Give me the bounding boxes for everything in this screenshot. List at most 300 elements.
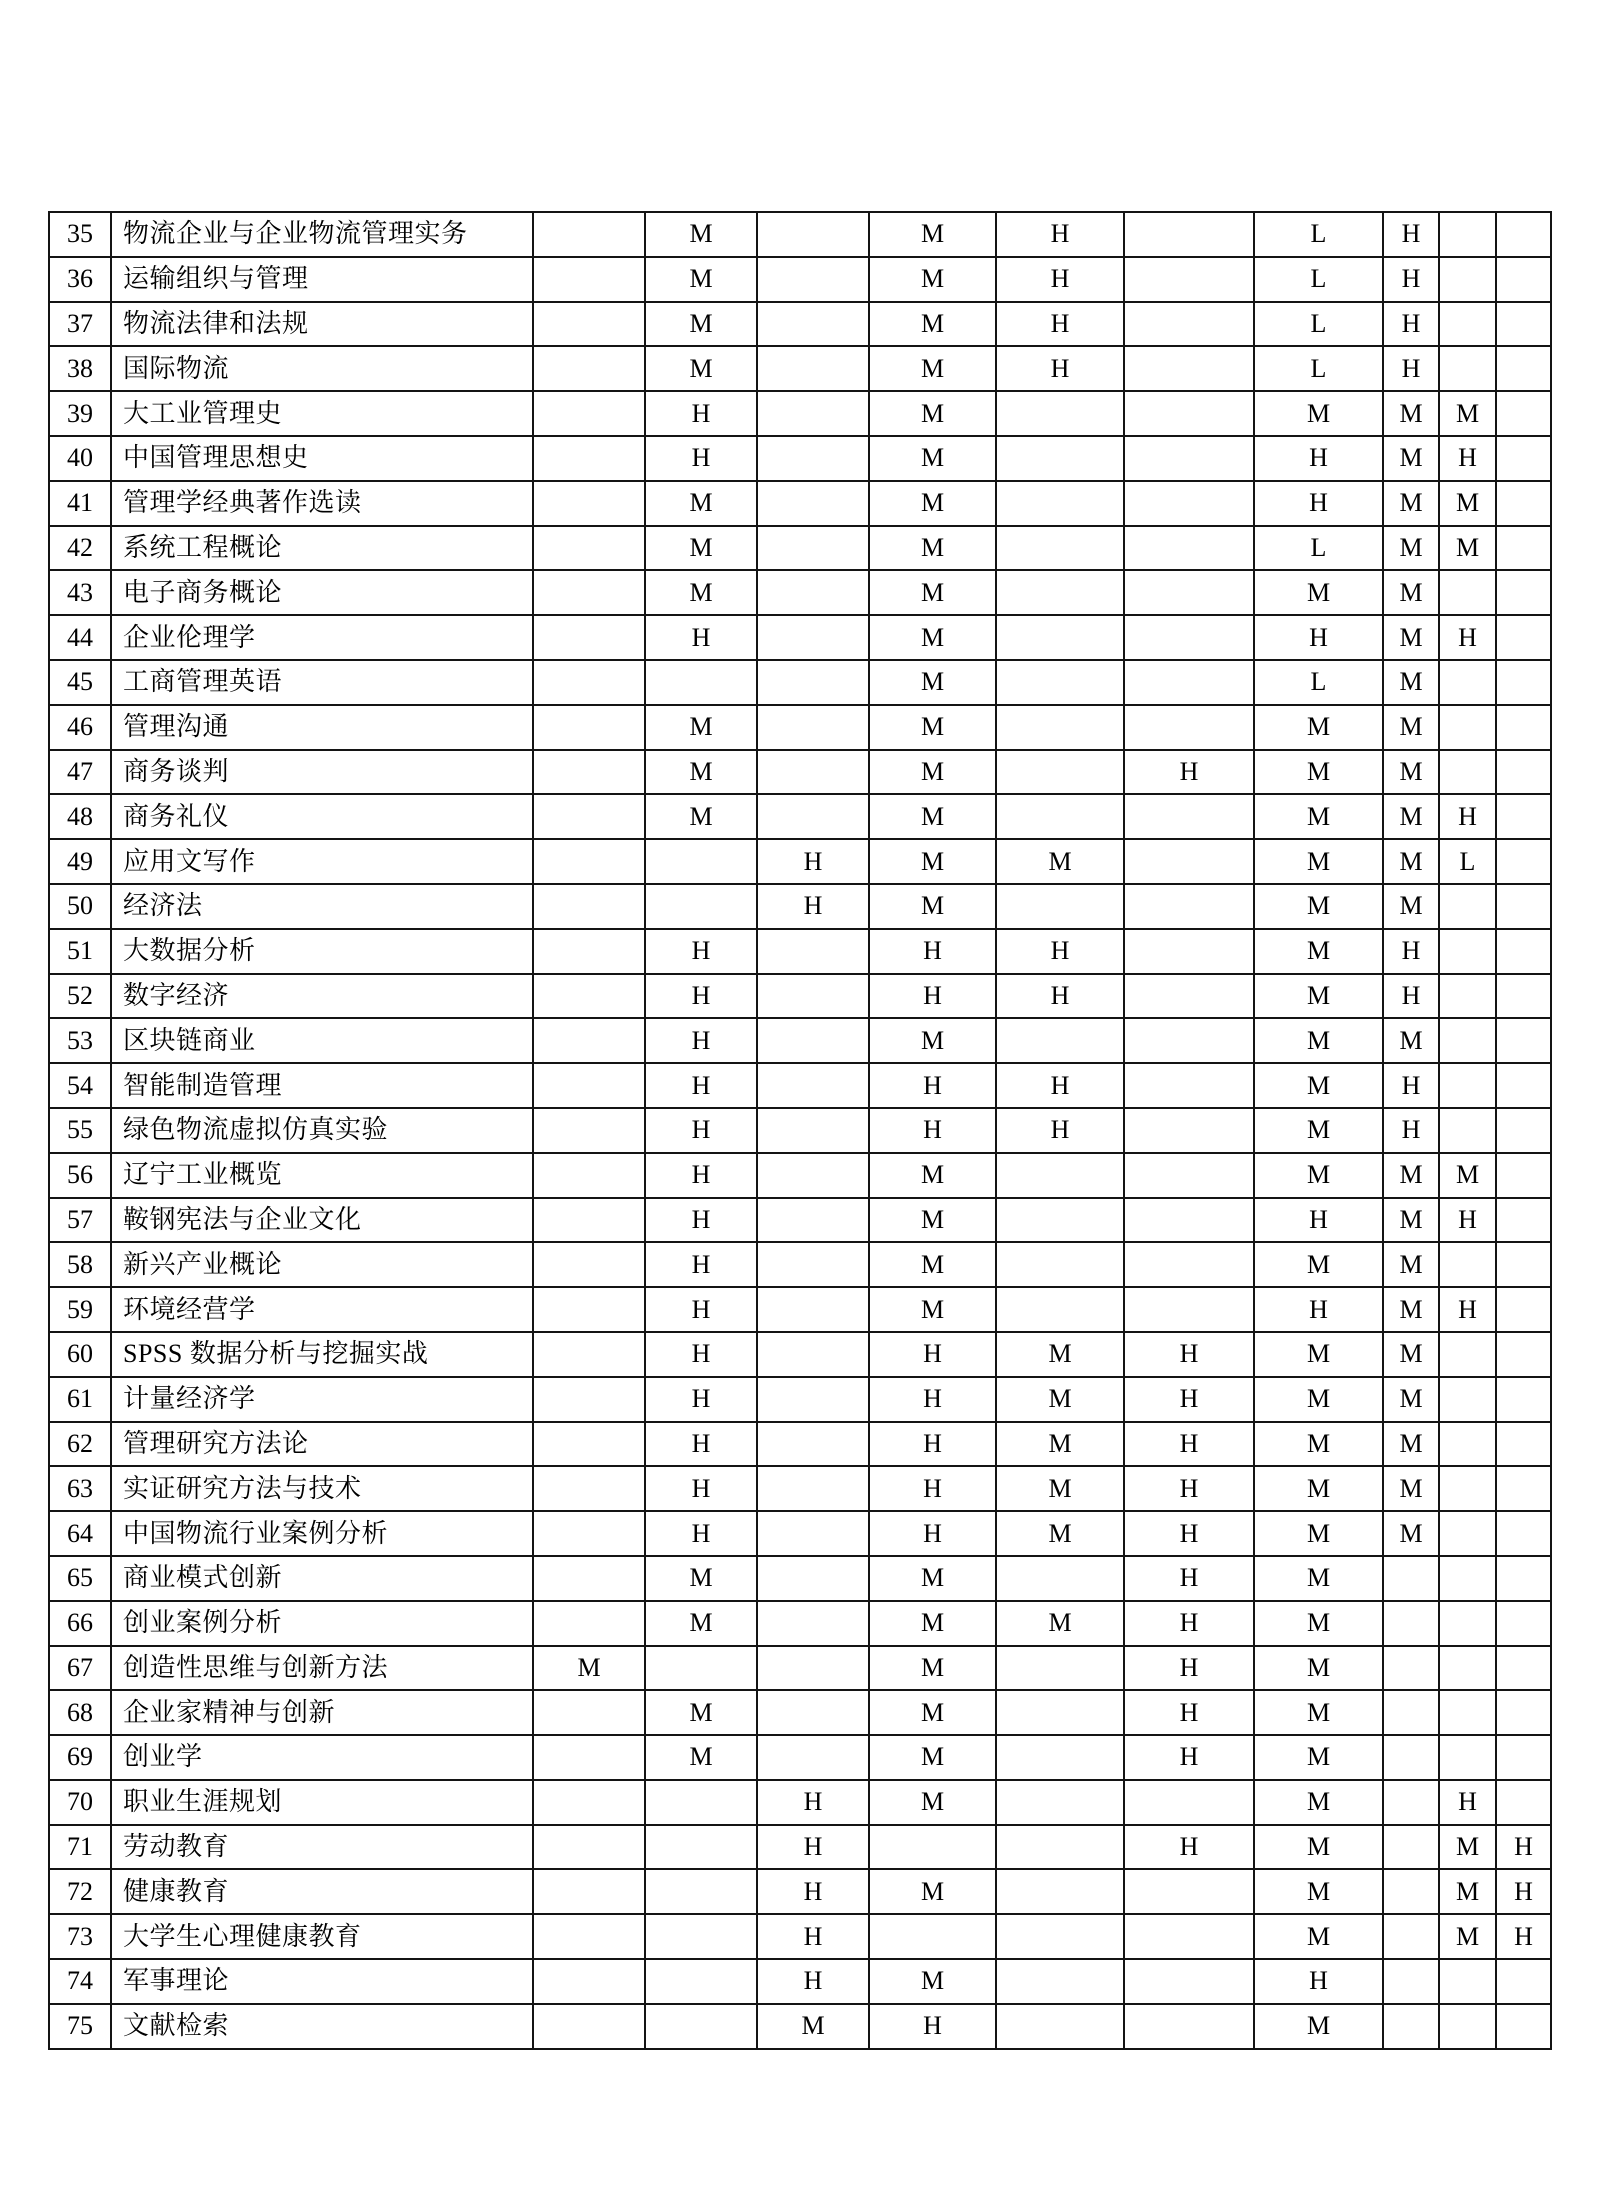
matrix-value-cell: L [1254, 257, 1383, 302]
matrix-value-cell: H [645, 1153, 757, 1198]
course-name-cell: 环境经营学 [111, 1287, 533, 1332]
matrix-value-cell: H [1124, 1556, 1254, 1601]
matrix-value-cell: H [1496, 1869, 1551, 1914]
matrix-value-cell: M [869, 1735, 996, 1780]
matrix-value-cell [1383, 2004, 1439, 2049]
matrix-value-cell [1439, 929, 1496, 974]
row-number-cell: 51 [49, 929, 111, 974]
matrix-value-cell: H [1124, 1601, 1254, 1646]
matrix-value-cell: H [1439, 615, 1496, 660]
matrix-value-cell: H [757, 1825, 869, 1870]
matrix-value-cell [533, 1959, 645, 2004]
matrix-value-cell: M [1254, 1556, 1383, 1601]
matrix-value-cell: L [1254, 302, 1383, 347]
row-number-cell: 75 [49, 2004, 111, 2049]
matrix-value-cell: M [645, 570, 757, 615]
matrix-value-cell [757, 1511, 869, 1556]
course-name-cell: 系统工程概论 [111, 526, 533, 571]
table-row [49, 346, 1551, 391]
row-number-cell: 74 [49, 1959, 111, 2004]
matrix-value-cell [1439, 212, 1496, 257]
matrix-value-cell: M [1383, 660, 1439, 705]
matrix-value-cell [533, 1242, 645, 1287]
course-name-cell: 绿色物流虚拟仿真实验 [111, 1108, 533, 1153]
matrix-value-cell [996, 1690, 1124, 1735]
matrix-value-cell [1124, 391, 1254, 436]
matrix-value-cell [1124, 346, 1254, 391]
matrix-value-cell [757, 1242, 869, 1287]
matrix-value-cell [533, 391, 645, 436]
matrix-value-cell: M [757, 2004, 869, 2049]
row-number-cell: 45 [49, 660, 111, 705]
matrix-value-cell: H [645, 1018, 757, 1063]
matrix-value-cell: M [1383, 526, 1439, 571]
table-row [49, 391, 1551, 436]
matrix-value-cell: M [869, 302, 996, 347]
table-row [49, 839, 1551, 884]
row-number-cell: 47 [49, 750, 111, 795]
matrix-value-cell: L [1254, 526, 1383, 571]
matrix-value-cell [1439, 1735, 1496, 1780]
matrix-value-cell: H [996, 929, 1124, 974]
matrix-value-cell: M [869, 1601, 996, 1646]
matrix-value-cell: H [757, 884, 869, 929]
matrix-value-cell [1124, 839, 1254, 884]
course-name-cell: 物流企业与企业物流管理实务 [111, 212, 533, 257]
course-name-cell: 物流法律和法规 [111, 302, 533, 347]
matrix-value-cell [869, 1825, 996, 1870]
matrix-value-cell: M [869, 436, 996, 481]
matrix-value-cell [1496, 974, 1551, 1019]
table-row [49, 1063, 1551, 1108]
row-number-cell: 41 [49, 481, 111, 526]
matrix-value-cell: H [869, 1422, 996, 1467]
matrix-value-cell: M [1254, 1422, 1383, 1467]
matrix-value-cell: M [869, 1690, 996, 1735]
table-row [49, 526, 1551, 571]
course-name-cell: 辽宁工业概览 [111, 1153, 533, 1198]
matrix-value-cell: H [645, 1108, 757, 1153]
matrix-value-cell [533, 2004, 645, 2049]
matrix-value-cell: H [1496, 1914, 1551, 1959]
matrix-value-cell [1383, 1869, 1439, 1914]
matrix-value-cell: H [1254, 1287, 1383, 1332]
matrix-value-cell [1439, 1466, 1496, 1511]
matrix-value-cell [533, 884, 645, 929]
table-row [49, 2004, 1551, 2049]
matrix-value-cell [996, 1735, 1124, 1780]
matrix-value-cell: M [1439, 526, 1496, 571]
matrix-value-cell: M [645, 1735, 757, 1780]
course-name-cell: 区块链商业 [111, 1018, 533, 1063]
matrix-value-cell [1439, 1690, 1496, 1735]
matrix-value-cell [1383, 1646, 1439, 1691]
matrix-value-cell [996, 1825, 1124, 1870]
matrix-value-cell [1439, 884, 1496, 929]
matrix-value-cell [533, 212, 645, 257]
matrix-value-cell [996, 705, 1124, 750]
matrix-value-cell: H [1124, 1690, 1254, 1735]
matrix-value-cell: M [1254, 1601, 1383, 1646]
matrix-value-cell: M [1383, 1242, 1439, 1287]
matrix-value-cell: M [1383, 884, 1439, 929]
matrix-value-cell [996, 884, 1124, 929]
matrix-value-cell: M [996, 1377, 1124, 1422]
table-row [49, 1914, 1551, 1959]
matrix-value-cell [1496, 1601, 1551, 1646]
matrix-value-cell [533, 436, 645, 481]
table-row [49, 302, 1551, 347]
table-row [49, 1377, 1551, 1422]
matrix-value-cell [996, 750, 1124, 795]
matrix-value-cell [1496, 615, 1551, 660]
matrix-value-cell: M [1383, 1466, 1439, 1511]
course-name-cell: 经济法 [111, 884, 533, 929]
matrix-value-cell: H [645, 1422, 757, 1467]
matrix-value-cell: L [1254, 212, 1383, 257]
matrix-value-cell [1439, 570, 1496, 615]
matrix-value-cell: H [757, 1914, 869, 1959]
matrix-value-cell: H [1383, 212, 1439, 257]
matrix-value-cell: H [1383, 346, 1439, 391]
table-row [49, 1646, 1551, 1691]
matrix-value-cell: M [996, 1422, 1124, 1467]
course-name-cell: 计量经济学 [111, 1377, 533, 1422]
matrix-value-cell: H [996, 257, 1124, 302]
matrix-value-cell [1124, 2004, 1254, 2049]
matrix-value-cell [533, 750, 645, 795]
matrix-value-cell [533, 1869, 645, 1914]
matrix-value-cell: M [869, 1018, 996, 1063]
matrix-value-cell: M [1254, 1332, 1383, 1377]
matrix-value-cell [1496, 436, 1551, 481]
matrix-value-cell: M [869, 1556, 996, 1601]
matrix-value-cell: H [869, 1377, 996, 1422]
row-number-cell: 36 [49, 257, 111, 302]
matrix-value-cell [757, 1735, 869, 1780]
row-number-cell: 40 [49, 436, 111, 481]
matrix-value-cell [757, 1377, 869, 1422]
table-row [49, 1153, 1551, 1198]
matrix-value-cell: M [996, 1601, 1124, 1646]
matrix-value-cell [1439, 257, 1496, 302]
matrix-value-cell [1439, 974, 1496, 1019]
matrix-value-cell: H [757, 1869, 869, 1914]
matrix-value-cell: M [1383, 1018, 1439, 1063]
matrix-value-cell [1496, 1153, 1551, 1198]
matrix-value-cell [533, 1511, 645, 1556]
matrix-value-cell: M [869, 1242, 996, 1287]
table-row [49, 436, 1551, 481]
row-number-cell: 64 [49, 1511, 111, 1556]
matrix-value-cell [645, 2004, 757, 2049]
course-name-cell: 健康教育 [111, 1869, 533, 1914]
matrix-value-cell: M [869, 212, 996, 257]
matrix-value-cell [1496, 1646, 1551, 1691]
matrix-value-cell [1439, 1511, 1496, 1556]
matrix-value-cell [533, 660, 645, 705]
table-row [49, 929, 1551, 974]
matrix-value-cell [1439, 346, 1496, 391]
matrix-value-cell: M [1439, 1825, 1496, 1870]
matrix-value-cell: H [1254, 615, 1383, 660]
matrix-value-cell [1124, 570, 1254, 615]
matrix-value-cell: M [869, 1287, 996, 1332]
matrix-value-cell: M [645, 212, 757, 257]
matrix-value-cell: M [1383, 1511, 1439, 1556]
matrix-value-cell [1496, 1690, 1551, 1735]
matrix-value-cell [757, 1556, 869, 1601]
course-name-cell: 工商管理英语 [111, 660, 533, 705]
matrix-value-cell [996, 1646, 1124, 1691]
course-name-cell: 管理研究方法论 [111, 1422, 533, 1467]
matrix-value-cell: M [869, 1198, 996, 1243]
matrix-value-cell [1496, 302, 1551, 347]
course-name-cell: 创业案例分析 [111, 1601, 533, 1646]
matrix-value-cell [533, 1825, 645, 1870]
matrix-value-cell: H [1124, 1466, 1254, 1511]
row-number-cell: 49 [49, 839, 111, 884]
row-number-cell: 53 [49, 1018, 111, 1063]
matrix-value-cell: L [1254, 660, 1383, 705]
matrix-value-cell [757, 974, 869, 1019]
matrix-value-cell [1124, 794, 1254, 839]
matrix-value-cell: M [869, 794, 996, 839]
row-number-cell: 68 [49, 1690, 111, 1735]
matrix-value-cell: M [869, 391, 996, 436]
matrix-value-cell: M [869, 1646, 996, 1691]
matrix-value-cell [645, 1959, 757, 2004]
table-row [49, 974, 1551, 1019]
matrix-value-cell [1439, 750, 1496, 795]
matrix-value-cell [996, 570, 1124, 615]
row-number-cell: 59 [49, 1287, 111, 1332]
matrix-value-cell [1124, 1869, 1254, 1914]
matrix-value-cell [533, 570, 645, 615]
matrix-value-cell [1124, 1959, 1254, 2004]
matrix-value-cell [996, 615, 1124, 660]
table-row [49, 570, 1551, 615]
matrix-value-cell [533, 974, 645, 1019]
matrix-value-cell: M [1439, 1914, 1496, 1959]
table-row [49, 1108, 1551, 1153]
matrix-value-cell [1496, 391, 1551, 436]
matrix-value-cell: M [533, 1646, 645, 1691]
matrix-value-cell: H [645, 929, 757, 974]
course-name-cell: 智能制造管理 [111, 1063, 533, 1108]
matrix-value-cell: H [1124, 1422, 1254, 1467]
table-row [49, 1511, 1551, 1556]
matrix-value-cell [996, 1780, 1124, 1825]
matrix-value-cell: M [1383, 794, 1439, 839]
matrix-value-cell: M [869, 481, 996, 526]
matrix-value-cell: M [1383, 1422, 1439, 1467]
matrix-value-cell [1383, 1556, 1439, 1601]
matrix-value-cell [645, 1780, 757, 1825]
table-row [49, 1869, 1551, 1914]
matrix-value-cell [757, 1332, 869, 1377]
matrix-value-cell: H [1439, 1198, 1496, 1243]
course-name-cell: 应用文写作 [111, 839, 533, 884]
matrix-value-cell [1496, 2004, 1551, 2049]
matrix-value-cell [1124, 1287, 1254, 1332]
matrix-value-cell [1496, 839, 1551, 884]
matrix-value-cell [996, 481, 1124, 526]
matrix-value-cell: M [645, 1556, 757, 1601]
matrix-value-cell [1124, 302, 1254, 347]
matrix-value-cell [533, 1914, 645, 1959]
matrix-value-cell: H [645, 1511, 757, 1556]
matrix-value-cell [1496, 1780, 1551, 1825]
matrix-value-cell [1496, 1242, 1551, 1287]
matrix-value-cell: M [1383, 570, 1439, 615]
matrix-value-cell: M [869, 705, 996, 750]
matrix-value-cell: H [996, 346, 1124, 391]
matrix-value-cell [996, 660, 1124, 705]
matrix-value-cell [757, 481, 869, 526]
matrix-value-cell [1496, 705, 1551, 750]
course-outcome-matrix-table [48, 211, 1552, 2050]
matrix-value-cell: L [1439, 839, 1496, 884]
row-number-cell: 69 [49, 1735, 111, 1780]
table-row [49, 1959, 1551, 2004]
row-number-cell: 38 [49, 346, 111, 391]
matrix-table-body [49, 212, 1551, 2049]
row-number-cell: 48 [49, 794, 111, 839]
matrix-value-cell [1496, 884, 1551, 929]
table-row [49, 884, 1551, 929]
matrix-value-cell: M [1254, 1869, 1383, 1914]
matrix-value-cell [1124, 481, 1254, 526]
table-row [49, 1332, 1551, 1377]
matrix-value-cell: H [996, 1108, 1124, 1153]
matrix-value-cell [1496, 1063, 1551, 1108]
matrix-value-cell [757, 1063, 869, 1108]
matrix-value-cell [996, 1153, 1124, 1198]
matrix-value-cell: H [996, 212, 1124, 257]
matrix-value-cell: M [645, 750, 757, 795]
matrix-value-cell [996, 2004, 1124, 2049]
matrix-value-cell: H [1383, 1108, 1439, 1153]
row-number-cell: 42 [49, 526, 111, 571]
table-row [49, 1735, 1551, 1780]
matrix-value-cell: H [996, 302, 1124, 347]
row-number-cell: 57 [49, 1198, 111, 1243]
table-row [49, 1780, 1551, 1825]
matrix-value-cell [1496, 1018, 1551, 1063]
matrix-value-cell: H [1439, 1287, 1496, 1332]
row-number-cell: 63 [49, 1466, 111, 1511]
matrix-value-cell: M [1383, 839, 1439, 884]
matrix-value-cell [1496, 1959, 1551, 2004]
matrix-value-cell [1439, 1959, 1496, 2004]
matrix-value-cell [996, 1242, 1124, 1287]
matrix-value-cell [1496, 660, 1551, 705]
matrix-value-cell: M [1439, 481, 1496, 526]
matrix-value-cell: M [1383, 705, 1439, 750]
matrix-value-cell: M [1254, 884, 1383, 929]
matrix-value-cell: H [869, 974, 996, 1019]
matrix-value-cell [645, 1914, 757, 1959]
matrix-value-cell: M [1254, 1108, 1383, 1153]
matrix-value-cell [996, 1018, 1124, 1063]
row-number-cell: 61 [49, 1377, 111, 1422]
matrix-value-cell [1496, 346, 1551, 391]
matrix-value-cell: M [1254, 1825, 1383, 1870]
table-row [49, 1422, 1551, 1467]
matrix-value-cell: M [1254, 1780, 1383, 1825]
matrix-value-cell: L [1254, 346, 1383, 391]
matrix-value-cell [533, 1153, 645, 1198]
matrix-value-cell: M [1254, 974, 1383, 1019]
matrix-value-cell [1439, 1601, 1496, 1646]
matrix-value-cell: H [645, 1377, 757, 1422]
matrix-value-cell [1124, 436, 1254, 481]
row-number-cell: 43 [49, 570, 111, 615]
table-row [49, 705, 1551, 750]
matrix-value-cell: H [1254, 1959, 1383, 2004]
matrix-value-cell [533, 302, 645, 347]
matrix-value-cell: H [869, 2004, 996, 2049]
course-name-cell: 劳动教育 [111, 1825, 533, 1870]
matrix-value-cell [1124, 212, 1254, 257]
matrix-value-cell [757, 615, 869, 660]
table-row [49, 1287, 1551, 1332]
matrix-value-cell [1124, 1153, 1254, 1198]
row-number-cell: 60 [49, 1332, 111, 1377]
matrix-value-cell [1124, 929, 1254, 974]
row-number-cell: 37 [49, 302, 111, 347]
matrix-value-cell [1124, 257, 1254, 302]
matrix-value-cell [1383, 1690, 1439, 1735]
matrix-value-cell: M [645, 794, 757, 839]
matrix-value-cell [1124, 526, 1254, 571]
course-name-cell: 军事理论 [111, 1959, 533, 2004]
table-row [49, 1466, 1551, 1511]
matrix-value-cell [1383, 1825, 1439, 1870]
matrix-value-cell: H [1383, 929, 1439, 974]
matrix-value-cell [1439, 1108, 1496, 1153]
matrix-value-cell: H [1124, 1377, 1254, 1422]
matrix-value-cell: M [1254, 1646, 1383, 1691]
matrix-value-cell [757, 1108, 869, 1153]
matrix-value-cell [996, 794, 1124, 839]
row-number-cell: 72 [49, 1869, 111, 1914]
course-name-cell: 商业模式创新 [111, 1556, 533, 1601]
matrix-value-cell [996, 436, 1124, 481]
matrix-value-cell: H [1254, 1198, 1383, 1243]
matrix-value-cell: M [869, 615, 996, 660]
matrix-value-cell [1124, 705, 1254, 750]
matrix-value-cell [757, 660, 869, 705]
matrix-value-cell: M [869, 346, 996, 391]
matrix-value-cell [1439, 1018, 1496, 1063]
matrix-value-cell [1439, 1242, 1496, 1287]
course-name-cell: 职业生涯规划 [111, 1780, 533, 1825]
course-name-cell: 大工业管理史 [111, 391, 533, 436]
matrix-value-cell [533, 481, 645, 526]
matrix-value-cell: H [1439, 436, 1496, 481]
matrix-value-cell: H [1383, 1063, 1439, 1108]
matrix-value-cell: M [1254, 750, 1383, 795]
matrix-value-cell: H [1439, 1780, 1496, 1825]
course-name-cell: 企业家精神与创新 [111, 1690, 533, 1735]
matrix-value-cell: H [1124, 1511, 1254, 1556]
matrix-value-cell [533, 1332, 645, 1377]
matrix-value-cell [757, 1198, 869, 1243]
matrix-value-cell [533, 346, 645, 391]
matrix-value-cell [533, 1780, 645, 1825]
